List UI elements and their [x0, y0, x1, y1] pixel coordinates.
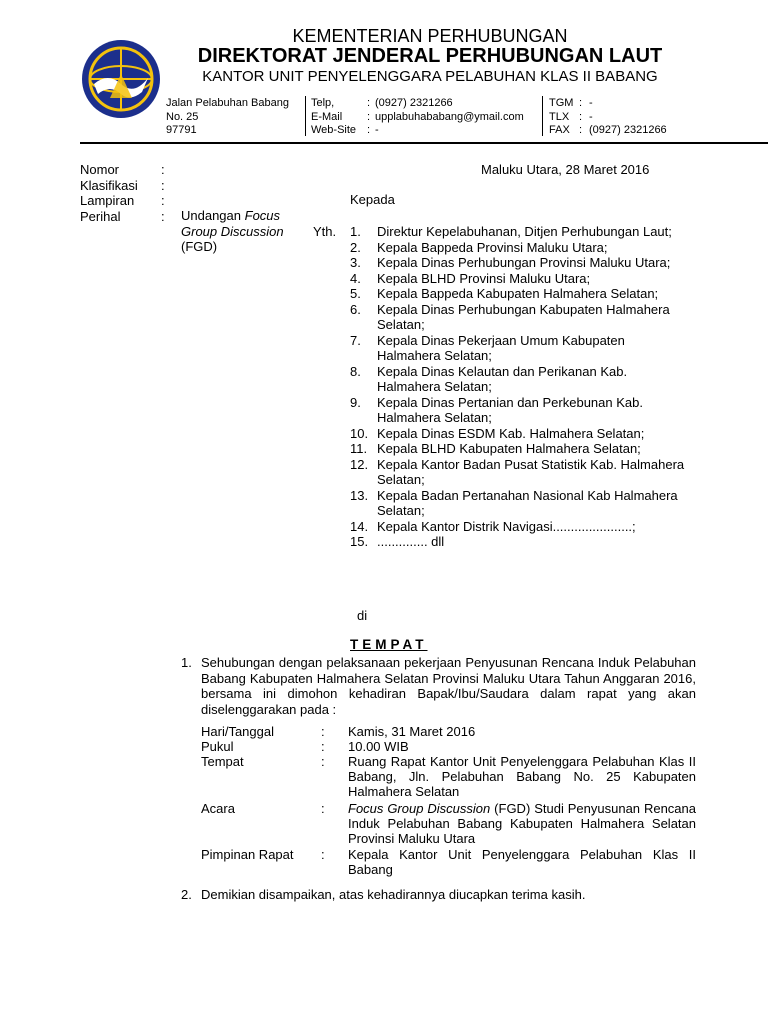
colon: : [161, 162, 165, 177]
recipient-text: Kepala Kantor Badan Pusat Statistik Kab. Halmahera Selatan; [377, 456, 685, 487]
meta-colons [161, 162, 165, 224]
recipient-text: Kepala BLHD Provinsi Maluku Utara; [377, 270, 591, 286]
recipient-number: 4. [350, 270, 361, 286]
office-name: KANTOR UNIT PENYELENGGARA PELABUHAN KLAS II BABANG [202, 68, 658, 85]
recipient-text: Kepala Badan Pertanahan Nasional Kab Halmahera Selatan; [377, 487, 678, 518]
recipient-number: 12. [350, 456, 369, 472]
recipient-number: 9. [350, 394, 361, 410]
meta-labels [80, 162, 138, 224]
colon: : [161, 208, 165, 224]
para1-number: 1. [181, 655, 192, 670]
recipient-item [350, 441, 690, 457]
recipient-text: Kepala Dinas Perhubungan Kabupaten Halmahera Selatan; [377, 301, 670, 332]
para2-text: Demikian disampaikan, atas kehadirannya diucapkan terima kasih. [201, 887, 586, 902]
meeting-details [201, 724, 696, 884]
contact-tgm: TGM : - [549, 97, 593, 109]
divider [542, 96, 543, 136]
recipient-text: Kepala Bappeda Kabupaten Halmahera Selatan; [377, 286, 659, 301]
di-label: di [357, 608, 368, 623]
detail-acara: Acara : Focus Group Discussion (FGD) Studi Penyusunan Rencana Induk Pelabuhan Babang Kabupaten Halmahera Selatan Provinsi Maluku Utara [201, 801, 696, 846]
label-nomor: Nomor [80, 162, 120, 177]
divider [305, 96, 306, 136]
telex-block [549, 97, 667, 138]
address-line: 97791 [166, 124, 197, 136]
recipient-number: 8. [350, 363, 361, 379]
recipient-item [350, 426, 690, 442]
ministry-logo [80, 38, 162, 120]
colon: : [161, 177, 165, 193]
label-lampiran: Lampiran [80, 193, 135, 208]
recipient-text: Kepala BLHD Kabupaten Halmahera Selatan; [377, 441, 641, 456]
tempat-heading: TEMPAT [350, 637, 428, 652]
recipient-text: Direktur Kepelabuhanan, Ditjen Perhubungan Laut; [377, 224, 672, 239]
subject-line-3: (FGD) [181, 239, 218, 254]
detail-hari: Hari/Tanggal : Kamis, 31 Maret 2016 [201, 724, 476, 739]
recipient-number: 13. [350, 487, 369, 503]
colon: : [161, 193, 165, 208]
recipient-item [350, 364, 690, 395]
contact-website: Web-Site : - [311, 124, 379, 136]
contact-telp: Telp, : (0927) 2321266 [311, 97, 453, 109]
recipient-item [350, 457, 690, 488]
subject-line-2: Group Discussion [181, 223, 284, 239]
contact-fax: FAX : (0927) 2321266 [549, 124, 667, 136]
recipient-item [350, 302, 690, 333]
contact-block [311, 97, 524, 138]
recipient-text: Kepala Dinas Kelautan dan Perikanan Kab. Halmahera Selatan; [377, 363, 628, 394]
detail-pukul: Pukul : 10.00 WIB [201, 739, 409, 754]
recipient-item [350, 519, 690, 535]
recipient-number: 3. [350, 255, 361, 270]
recipient-text: Kepala Dinas Pertanian dan Perkebunan Kab. Halmahera Selatan; [377, 394, 643, 425]
recipient-item [350, 240, 690, 256]
recipient-number: 14. [350, 518, 369, 534]
detail-pimpinan: Pimpinan Rapat : Kepala Kantor Unit Penyelenggara Pelabuhan Klas II Babang [201, 847, 696, 877]
ministry-name: KEMENTERIAN PERHUBUNGAN [292, 26, 568, 46]
recipient-number: 15. [350, 534, 369, 549]
label-klasifikasi: Klasifikasi [80, 177, 138, 193]
label-perihal: Perihal [80, 208, 121, 224]
detail-tempat: Tempat : Ruang Rapat Kantor Unit Penyelenggara Pelabuhan Klas II Babang, Jln. Pelabuhan Babang No. 25 Kabupaten Halmahera Selatan [201, 754, 696, 799]
address-line: Jalan Pelabuhan Babang [166, 97, 289, 109]
recipient-text: .............. dll [377, 534, 445, 549]
recipient-item [350, 395, 690, 426]
recipient-number: 6. [350, 301, 361, 317]
place-date: Maluku Utara, 28 Maret 2016 [481, 162, 650, 177]
recipient-text: Kepala Dinas ESDM Kab. Halmahera Selatan; [377, 425, 645, 441]
address-line: No. 25 [166, 110, 199, 123]
recipient-number: 7. [350, 332, 361, 348]
para2-number: 2. [181, 887, 192, 902]
recipient-number: 10. [350, 425, 369, 441]
recipient-text: Kepala Dinas Pekerjaan Umum Kabupaten Halmahera Selatan; [377, 332, 625, 363]
recipient-item [350, 333, 690, 364]
recipient-item [350, 224, 690, 240]
directorate-name: DIREKTORAT JENDERAL PERHUBUNGAN LAUT [197, 45, 663, 67]
para1-text: Sehubungan dengan pelaksanaan pekerjaan Penyusunan Rencana Induk Pelabuhan Babang Kabupaten Halmahera Selatan Provinsi Maluku Utara Tahun Anggaran 2016, bersama ini dimohon kehadiran Bapak/Ibu/Saudara dalam rapat yang akan diselenggarakan pada : [201, 655, 696, 717]
recipient-list [350, 224, 690, 550]
contact-tlx: TLX : - [549, 110, 593, 123]
recipient-number: 1. [350, 224, 361, 239]
recipient-text: Kepala Kantor Distrik Navigasi......................; [377, 518, 636, 534]
header-rule [80, 142, 768, 144]
yth-label: Yth. [313, 224, 337, 239]
recipient-item [350, 534, 690, 550]
recipient-number: 2. [350, 239, 361, 255]
recipient-item [350, 255, 690, 271]
recipient-number: 11. [350, 441, 368, 456]
recipient-item [350, 271, 690, 287]
address-block [166, 97, 289, 138]
recipient-item [350, 488, 690, 519]
subject-line-1: Undangan Focus [181, 208, 281, 223]
contact-email: E-Mail : upplabuhababang@ymail.com [311, 110, 524, 123]
recipient-number: 5. [350, 286, 361, 301]
kepada-label: Kepada [350, 192, 395, 207]
recipient-text: Kepala Dinas Perhubungan Provinsi Maluku Utara; [377, 255, 671, 270]
subject [181, 208, 305, 255]
recipient-text: Kepala Bappeda Provinsi Maluku Utara; [377, 239, 608, 255]
recipient-item [350, 286, 690, 302]
